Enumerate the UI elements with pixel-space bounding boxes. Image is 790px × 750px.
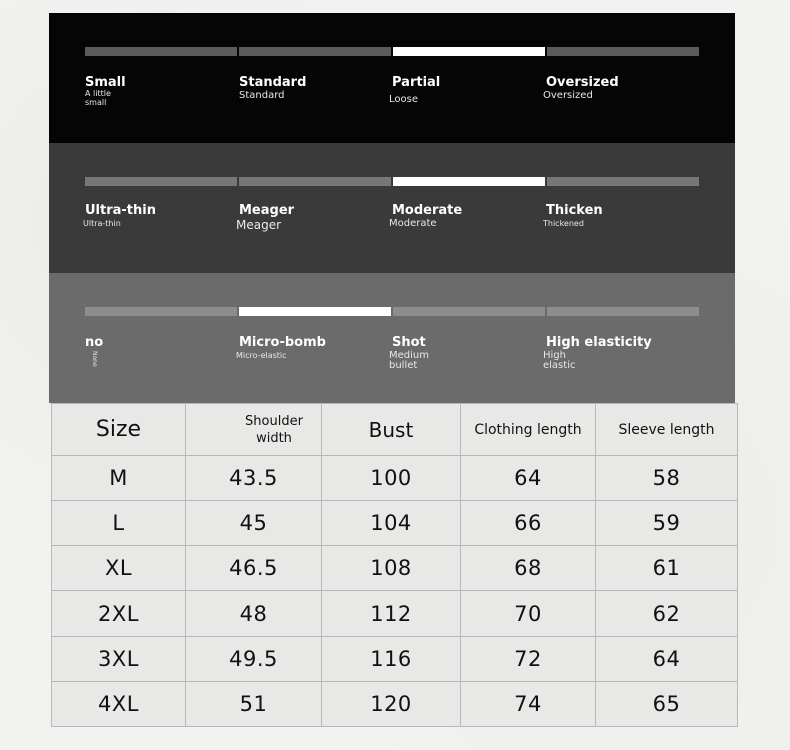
column-header-clothing-length: Clothing length	[461, 404, 596, 456]
fit-scale-segment-3-selected	[393, 47, 545, 56]
clothing-length-cell: 66	[461, 501, 596, 546]
fit-option-sub: A little small	[85, 89, 111, 107]
sleeve-length-cell: 59	[596, 501, 738, 546]
clothing-length-cell: 64	[461, 456, 596, 501]
table-row	[52, 456, 738, 501]
thickness-option-label: Meager	[239, 203, 295, 218]
elasticity-option-sub: None	[91, 351, 98, 367]
thickness-option-moderate	[389, 203, 542, 229]
bust-cell: 112	[322, 591, 461, 636]
sleeve-length-cell: 65	[596, 681, 738, 726]
table-row	[52, 636, 738, 681]
fit-scale-segment-4	[547, 47, 699, 56]
thickness-option-sub: Moderate	[389, 218, 437, 229]
column-header-shoulder-width: Shoulder width	[186, 404, 322, 456]
clothing-length-cell: 68	[461, 546, 596, 591]
fit-panel	[49, 13, 735, 143]
fit-option-standard	[239, 75, 389, 101]
fit-option-label: Standard	[239, 75, 307, 90]
size-cell: 2XL	[52, 591, 186, 636]
size-chart-table	[51, 403, 738, 727]
size-cell: XL	[52, 546, 186, 591]
table-row	[52, 591, 738, 636]
elasticity-option-sub: High elastic	[543, 350, 576, 371]
fit-option-label: Partial	[392, 75, 441, 90]
fit-option-label: Small	[85, 75, 126, 90]
elasticity-scale-segment-2-selected	[239, 307, 391, 316]
elasticity-option-high-elasticity	[543, 335, 696, 371]
shoulder-width-cell: 51	[186, 681, 322, 726]
thickness-panel	[49, 143, 735, 273]
elasticity-scale-segment-3	[393, 307, 545, 316]
thickness-option-label: Moderate	[392, 203, 463, 218]
sleeve-length-cell: 64	[596, 636, 738, 681]
elasticity-panel	[49, 273, 735, 403]
thickness-option-sub: Ultra-thin	[83, 219, 121, 228]
fit-scale-bar	[85, 47, 699, 56]
column-header-sleeve-length: Sleeve length	[596, 404, 738, 456]
table-row	[52, 546, 738, 591]
size-cell: L	[52, 501, 186, 546]
shoulder-width-cell: 45	[186, 501, 322, 546]
fit-option-partial	[389, 75, 542, 105]
fit-option-sub: Oversized	[543, 90, 593, 101]
clothing-length-cell: 74	[461, 681, 596, 726]
elasticity-option-micro-bomb	[236, 335, 389, 360]
column-header-size: Size	[52, 404, 186, 456]
shoulder-width-cell: 49.5	[186, 636, 322, 681]
elasticity-option-sub: Micro-elastic	[236, 351, 287, 360]
elasticity-option-label: Shot	[392, 335, 426, 350]
bust-cell: 120	[322, 681, 461, 726]
thickness-scale-segment-3-selected	[393, 177, 545, 186]
fit-scale-segment-1	[85, 47, 237, 56]
bust-cell: 100	[322, 456, 461, 501]
thickness-option-label: Ultra-thin	[85, 203, 156, 218]
elasticity-option-shot	[389, 335, 542, 371]
elasticity-option-sub: Medium bullet	[389, 350, 429, 371]
size-cell: 3XL	[52, 636, 186, 681]
elasticity-scale-bar	[85, 307, 699, 316]
shoulder-width-cell: 43.5	[186, 456, 322, 501]
clothing-length-cell: 70	[461, 591, 596, 636]
shoulder-width-cell: 48	[186, 591, 322, 636]
sleeve-length-cell: 58	[596, 456, 738, 501]
table-row	[52, 501, 738, 546]
shoulder-width-cell: 46.5	[186, 546, 322, 591]
column-header-bust: Bust	[322, 404, 461, 456]
elasticity-option-label: no	[85, 335, 104, 350]
thickness-option-ultra-thin	[85, 203, 235, 228]
thickness-option-thicken	[543, 203, 696, 228]
table-header-row	[52, 404, 738, 456]
size-cell: M	[52, 456, 186, 501]
elasticity-scale-segment-4	[547, 307, 699, 316]
bust-cell: 108	[322, 546, 461, 591]
table-row	[52, 681, 738, 726]
fit-option-oversized	[543, 75, 696, 101]
sleeve-length-cell: 61	[596, 546, 738, 591]
fit-option-label: Oversized	[546, 75, 619, 90]
fit-option-sub: Standard	[239, 90, 285, 101]
thickness-option-label: Thicken	[546, 203, 603, 218]
thickness-scale-segment-4	[547, 177, 699, 186]
fit-option-small	[85, 75, 235, 107]
thickness-option-meager	[236, 203, 389, 232]
bust-cell: 104	[322, 501, 461, 546]
thickness-scale-segment-2	[239, 177, 391, 186]
thickness-scale-segment-1	[85, 177, 237, 186]
clothing-length-cell: 72	[461, 636, 596, 681]
elasticity-option-none	[85, 335, 235, 367]
fit-option-sub: Loose	[389, 94, 418, 105]
elasticity-option-label: High elasticity	[546, 335, 652, 350]
elasticity-scale-segment-1	[85, 307, 237, 316]
fit-scale-segment-2	[239, 47, 391, 56]
thickness-option-sub: Thickened	[543, 219, 584, 228]
sleeve-length-cell: 62	[596, 591, 738, 636]
thickness-scale-bar	[85, 177, 699, 186]
size-cell: 4XL	[52, 681, 186, 726]
elasticity-option-label: Micro-bomb	[239, 335, 326, 350]
bust-cell: 116	[322, 636, 461, 681]
thickness-option-sub: Meager	[236, 218, 282, 232]
